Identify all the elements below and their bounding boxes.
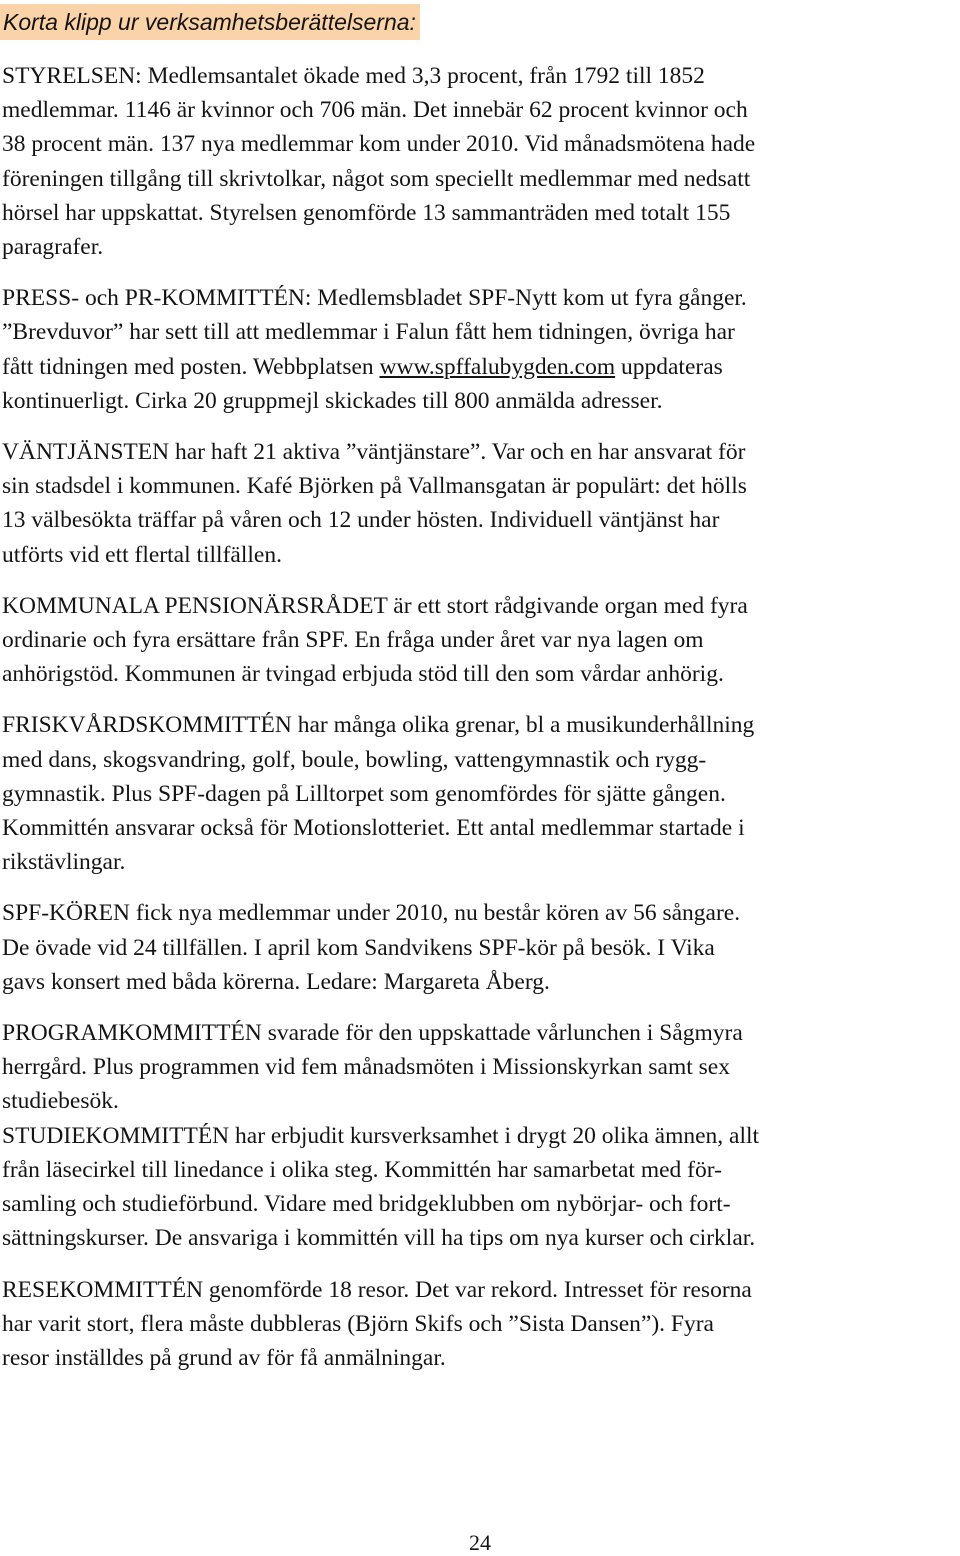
text-line: STYRELSEN: Medlemsantalet ökade med 3,3 procent, från 1792 till 1852 <box>2 63 705 89</box>
text-line: SPF-KÖREN fick nya medlemmar under 2010, nu består kören av 56 sångare. <box>2 900 741 927</box>
text-line: 13 välbesökta träffar på våren och 12 under hösten. Individuell väntjänst har <box>2 507 720 534</box>
paragraph-studiekommitten <box>2 1119 956 1256</box>
text-segment: fått tidningen med posten. Webbplatsen <box>2 353 380 380</box>
text-line: rikstävlingar. <box>2 849 126 876</box>
text-line: resor inställdes på grund av för få anmälningar. <box>2 1344 446 1371</box>
text-line: 38 procent män. 137 nya medlemmar kom under 2010. Vid månadsmötena hade <box>2 131 756 158</box>
text-line: PRESS- och PR-KOMMITTÉN: Medlemsbladet SPF-Nytt kom ut fyra gånger. <box>2 285 747 312</box>
text-line: FRISKVÅRDSKOMMITTÉN har många olika grenar, bl a musikunderhållning <box>2 712 755 739</box>
text-line: från läsecirkel till linedance i olika steg. Kommittén har samarbetat med för- <box>2 1156 722 1183</box>
paragraph-vantjansten <box>2 435 956 572</box>
text-line: anhörigstöd. Kommunen är tvingad erbjuda stöd till den som vårdar anhörig. <box>2 661 724 688</box>
text-line-with-link <box>2 350 956 384</box>
page-number: 24 <box>469 1530 491 1555</box>
text-line: hörsel har uppskattat. Styrelsen genomförde 13 sammanträden med totalt 155 <box>2 199 731 226</box>
paragraph-friskvardskommitten <box>2 708 956 879</box>
text-line: med dans, skogsvandring, golf, boule, bowling, vattengymnastik och rygg- <box>2 746 707 773</box>
text-line: samling och studieförbund. Vidare med bridgeklubben om nybörjar- och fort- <box>2 1191 731 1218</box>
text-line: har varit stort, flera måste dubbleras (Björn Skifs och ”Sista Dansen”). Fyra <box>2 1310 714 1337</box>
text-line: Kommittén ansvarar också för Motionslotteriet. Ett antal medlemmar startade i <box>2 815 745 842</box>
text-line: medlemmar. 1146 är kvinnor och 706 män. Det innebär 62 procent kvinnor och <box>2 97 748 124</box>
text-line: utförts vid ett flertal tillfällen. <box>2 541 282 568</box>
text-line: ordinarie och fyra ersättare från SPF. En fråga under året var nya lagen om <box>2 627 704 654</box>
paragraph-press <box>2 281 956 418</box>
text-line: ”Brevduvor” har sett till att medlemmar i Falun fått hem tidningen, övriga har <box>2 319 735 346</box>
text-line: studiebesök. <box>2 1088 119 1115</box>
text-line: herrgård. Plus programmen vid fem månadsmöten i Missionskyrkan samt sex <box>2 1054 730 1081</box>
paragraph-kommunala-pensionarsradet <box>2 589 956 692</box>
text-line: PROGRAMKOMMITTÉN svarade för den uppskattade vårlunchen i Sågmyra <box>2 1020 743 1047</box>
website-link[interactable]: www.spffalubygden.com <box>379 353 616 380</box>
text-line: VÄNTJÄNSTEN har haft 21 aktiva ”väntjänstare”. Var och en har ansvarat för <box>2 439 746 466</box>
paragraph-styrelsen <box>2 59 956 264</box>
text-line: kontinuerligt. Cirka 20 gruppmejl skickades till 800 anmälda adresser. <box>2 387 663 414</box>
paragraph-resekommitten <box>2 1273 956 1376</box>
text-line: STUDIEKOMMITTÉN har erbjudit kursverksamhet i drygt 20 olika ämnen, allt <box>2 1122 760 1149</box>
text-line: KOMMUNALA PENSIONÄRSRÅDET är ett stort rådgivande organ med fyra <box>2 592 748 619</box>
paragraph-spf-koren <box>2 896 956 999</box>
body-text <box>2 59 956 1392</box>
text-segment: uppdateras <box>615 353 723 380</box>
text-line: gymnastik. Plus SPF-dagen på Lilltorpet som genomfördes för sjätte gången. <box>2 780 726 807</box>
text-line: gavs konsert med båda körerna. Ledare: Margareta Åberg. <box>2 968 550 995</box>
text-line: De övade vid 24 tillfällen. I april kom Sandvikens SPF-kör på besök. I Vika <box>2 934 715 961</box>
text-line: sin stadsdel i kommunen. Kafé Björken på Vallmansgatan är populärt: det hölls <box>2 473 747 500</box>
text-line: RESEKOMMITTÉN genomförde 18 resor. Det var rekord. Intresset för resorna <box>2 1276 752 1303</box>
paragraph-programkommitten <box>2 1016 956 1119</box>
text-line: föreningen tillgång till skrivtolkar, något som speciellt medlemmar med nedsatt <box>2 165 751 192</box>
text-line: sättningskurser. De ansvariga i kommittén vill ha tips om nya kurser och cirklar. <box>2 1225 756 1252</box>
section-heading: Korta klipp ur verksamhetsberättelserna: <box>0 4 420 40</box>
text-line: paragrafer. <box>2 234 104 261</box>
